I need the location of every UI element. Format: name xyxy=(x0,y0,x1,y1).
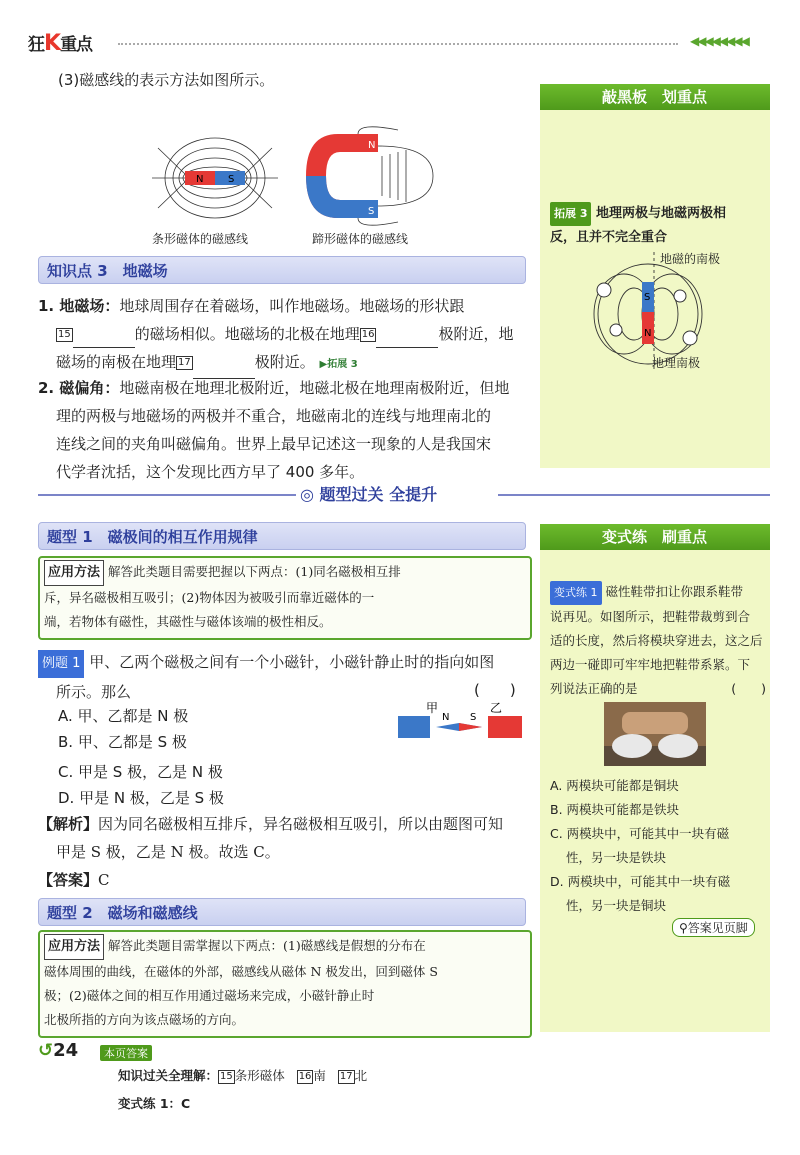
item2-line-1: 地磁南极在地理北极附近，地磁北极在地理南极附近，但地 xyxy=(119,379,510,397)
label-geomagnetic-south: 地磁的南极 xyxy=(660,252,721,266)
bar-magnet-n: N xyxy=(196,174,204,185)
practice-panel xyxy=(540,524,770,1032)
type-1-method-box xyxy=(38,556,532,640)
practice-option-d-cont: 性，另一块是铜块 xyxy=(566,898,667,913)
shoe-photo xyxy=(604,702,706,766)
footer-answers-line-2: 变式练 1：C xyxy=(118,1096,191,1111)
type2-method-line-1: 解答此类题目需掌握以下两点：(1)磁感线是假想的分布在 xyxy=(108,938,426,953)
footer-answers-line-1 xyxy=(118,1066,367,1084)
analysis-label: 【解析】 xyxy=(38,815,99,833)
footer-a17-text: 北 xyxy=(354,1068,368,1083)
analysis-line-1: 因为同名磁极相互排斥，异名磁极相互吸引，所以由题图可知 xyxy=(98,815,504,833)
item1-text-a: 地球周围存在着磁场，叫作地磁场。地磁场的形状跟 xyxy=(119,297,465,315)
footer-a15-text: 条形磁体 xyxy=(234,1068,285,1083)
practice-head: 变式练 刷重点 xyxy=(540,524,770,550)
item1-label: 1. 地磁场： xyxy=(38,297,120,315)
practice-option-c-cont: 性，另一块是铁块 xyxy=(566,850,667,865)
practice-stem-line-2: 说再见。如图所示，把鞋带裁剪到合 xyxy=(550,609,751,624)
u-magnet-field-figure xyxy=(298,126,438,226)
fig-needle-s: S xyxy=(470,712,477,723)
item2-line-3: 连线之间的夹角叫磁偏角。世界上最早记述这一现象的人是我国宋 xyxy=(56,435,492,453)
blank-16-number: 16 xyxy=(361,328,375,340)
fig-yi: 乙 xyxy=(490,701,503,715)
header-dotted-rule xyxy=(118,43,678,45)
example-1-analysis xyxy=(38,810,528,894)
answer-value: C xyxy=(98,871,110,889)
practice-option-c[interactable]: C. 两模块中，可能其中一块有磁 xyxy=(550,826,730,841)
blank-15-number: 15 xyxy=(58,328,71,340)
brand-k: K xyxy=(44,31,61,56)
item1-text-b: 的磁场相似。地磁场的北极在地理 xyxy=(134,325,360,343)
footer-a15-number: 15 xyxy=(220,1070,233,1082)
brand-prefix: 狂 xyxy=(28,35,44,55)
example-1-tag: 例题 1 xyxy=(38,650,84,678)
type-2-band xyxy=(38,898,526,926)
type-2-title: 题型 2 磁场和磁感线 xyxy=(47,904,198,922)
practice-stem-line-1: 磁性鞋带扣让你跟系鞋带 xyxy=(605,584,743,599)
type-1-band xyxy=(38,522,526,550)
analysis-line-2: 甲是 S 极，乙是 N 极。故选 C。 xyxy=(56,843,280,861)
banner-title xyxy=(300,482,437,505)
example-1-figure xyxy=(396,700,526,742)
type1-method-line-3: 端，若物体有磁性，其磁性与磁体该端的极性相反。 xyxy=(44,614,332,629)
answer-footnote-text: 答案见页脚 xyxy=(687,921,748,935)
practice-option-d[interactable]: D. 两模块中，可能其中一块有磁 xyxy=(550,874,731,889)
blank-15[interactable] xyxy=(73,331,135,348)
tuozhan-3-tag: 拓展 3 xyxy=(550,202,591,226)
header-arrows-icon: ◀◀◀◀◀◀◀◀ xyxy=(690,34,748,48)
footer-a17-number: 17 xyxy=(339,1070,353,1082)
fig-jia: 甲 xyxy=(426,701,439,715)
answer-label: 【答案】 xyxy=(38,871,99,889)
example-1-stem-2: 所示。那么 xyxy=(56,683,132,701)
banner-title-text: 题型过关 全提升 xyxy=(319,485,438,504)
tuozhan-3-link[interactable]: ▶拓展 3 xyxy=(319,359,358,370)
footer-a16-text: 南 xyxy=(313,1068,326,1083)
blackboard-head: 敲黑板 划重点 xyxy=(540,84,770,110)
item1-text-c: 极附近，地 xyxy=(438,325,514,343)
bar-magnet-s: S xyxy=(228,174,235,185)
item1-text-d: 磁场的南极在地理 xyxy=(56,353,177,371)
example-1-option-d[interactable]: D. 甲是 N 极，乙是 S 极 xyxy=(58,789,224,807)
brand-suffix: 重点 xyxy=(60,35,93,55)
example-1-paren: ( ) xyxy=(474,681,516,699)
example-1-option-b[interactable]: B. 甲、乙都是 S 极 xyxy=(58,733,187,751)
label-geographic-south: 地理南极 xyxy=(652,356,701,370)
section-intro: (3)磁感线的表示方法如图所示。 xyxy=(58,71,275,89)
item1-text-e: 极附近。 xyxy=(254,353,315,371)
fig-needle-n: N xyxy=(442,712,450,723)
example-1-option-c[interactable]: C. 甲是 S 极，乙是 N 极 xyxy=(58,763,223,781)
practice-stem xyxy=(550,580,766,701)
practice-tag: 变式练 1 xyxy=(550,581,602,605)
blank-17-number: 17 xyxy=(178,356,191,368)
practice-options xyxy=(550,774,766,918)
type-1-title: 题型 1 磁极间的相互作用规律 xyxy=(47,528,258,546)
practice-stem-line-3: 适的长度，然后将模块穿进去，这之后 xyxy=(550,633,763,648)
banner-rule-right xyxy=(498,494,770,496)
answer-head xyxy=(100,1042,152,1061)
example-1-stem-1: 甲、乙两个磁极之间有一个小磁针，小磁针静止时的指向如图 xyxy=(89,653,495,671)
example-1 xyxy=(38,648,528,706)
item2-line-2: 理的两极与地磁场的两极并不重合，地磁南北的连线与地理南北的 xyxy=(56,407,492,425)
u-magnet-caption: 蹄形磁体的磁感线 xyxy=(312,232,409,246)
item2-line-4: 代学者沈括，这个发现比西方早了 400 多年。 xyxy=(56,463,365,481)
item2-label: 2. 磁偏角： xyxy=(38,379,120,397)
brand-logo xyxy=(28,30,92,56)
practice-paren: ( ) xyxy=(731,681,766,696)
blank-16[interactable] xyxy=(376,331,438,348)
method-label-1: 应用方法 xyxy=(44,560,104,586)
footer-a16-number: 16 xyxy=(298,1070,312,1082)
practice-stem-line-5: 列说法正确的是 xyxy=(550,681,638,696)
type2-method-line-4: 北极所指的方向为该点磁场的方向。 xyxy=(44,1012,245,1027)
page-number-badge xyxy=(38,1040,98,1062)
type1-method-line-2: 斥，异名磁极相互吸引；(2)物体因为被吸引而靠近磁体的一 xyxy=(44,590,375,605)
type-2-method-box xyxy=(38,930,532,1038)
knowledge-item-1 xyxy=(38,292,528,379)
banner-rule-left xyxy=(38,494,296,496)
type2-method-line-3: 极；(2)磁体之间的相互作用通过磁场来完成，小磁针静止时 xyxy=(44,988,375,1003)
leaf-icon: ↺ xyxy=(38,1040,54,1061)
answer-footnote-link[interactable] xyxy=(672,918,755,937)
blackboard-text-line-2: 反，且并不完全重合 xyxy=(550,230,668,245)
u-magnet-n: N xyxy=(368,140,376,151)
knowledge-point-3-title: 知识点 3 地磁场 xyxy=(47,262,168,280)
type2-method-line-2: 磁体周围的曲线，在磁体的外部，磁感线从磁体 N 极发出，回到磁体 S xyxy=(44,964,438,979)
blackboard-text xyxy=(550,202,764,250)
type1-method-line-1: 解答此类题目需要把握以下两点：(1)同名磁极相互排 xyxy=(108,564,401,579)
practice-option-b[interactable]: B. 两模块可能都是铁块 xyxy=(550,802,680,817)
practice-stem-line-4: 两边一碰即可牢牢地把鞋带系紧。下 xyxy=(550,657,751,672)
footer-line1-label: 知识过关全理解： xyxy=(118,1068,219,1083)
pin-icon: ⚲ xyxy=(679,921,688,935)
banner-icon: ◎ xyxy=(300,485,314,504)
u-magnet-s: S xyxy=(368,206,375,217)
method-label-2: 应用方法 xyxy=(44,934,104,960)
bar-magnet-field-figure xyxy=(150,128,280,224)
bar-magnet-caption: 条形磁体的磁感线 xyxy=(152,232,249,246)
page-number: 24 xyxy=(53,1040,79,1061)
practice-option-a[interactable]: A. 两模块可能都是铜块 xyxy=(550,778,679,793)
blackboard-text-line-1: 地理两极与地磁两极相 xyxy=(596,206,727,221)
earth-magnet-n: N xyxy=(644,328,652,339)
knowledge-point-3-band xyxy=(38,256,526,284)
knowledge-item-2 xyxy=(38,374,528,486)
answer-head-tag: 本页答案 xyxy=(100,1045,152,1061)
example-1-option-a[interactable]: A. 甲、乙都是 N 极 xyxy=(58,707,189,725)
earth-magnet-s: S xyxy=(644,292,651,303)
blackboard-panel xyxy=(540,84,770,468)
